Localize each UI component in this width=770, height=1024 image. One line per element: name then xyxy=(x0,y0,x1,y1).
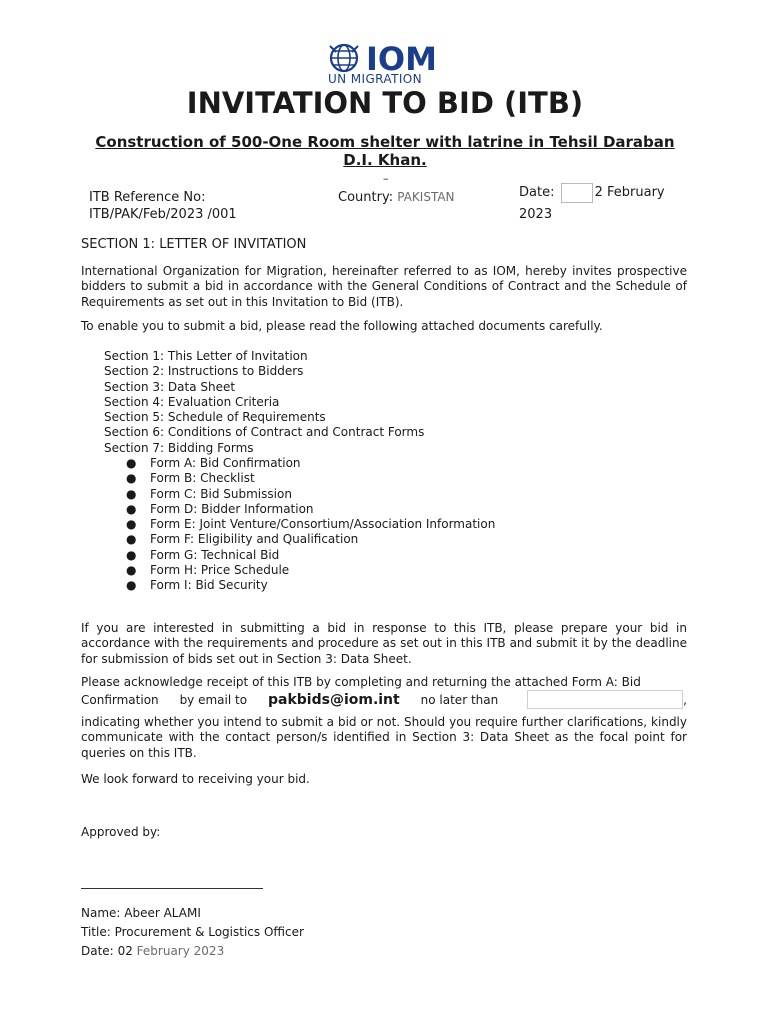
forms-list xyxy=(126,456,495,594)
ref-label: ITB Reference No: xyxy=(89,190,206,205)
ack-comma: , xyxy=(683,692,687,707)
list-item: Section 5: Schedule of Requirements xyxy=(104,410,326,425)
ack-line1: Please acknowledge receipt of this ITB by completing and returning the attached Form A: Bid xyxy=(81,675,641,689)
country-value: PAKISTAN xyxy=(397,190,455,204)
signatory-date xyxy=(81,942,304,961)
signatory-title: Title: Procurement & Logistics Officer xyxy=(81,925,304,939)
ack-by-email: by email to xyxy=(179,692,248,707)
email-link[interactable]: pakbids@iom.int xyxy=(267,691,400,708)
list-item: Section 6: Conditions of Contract and Contract Forms xyxy=(104,425,425,440)
list-item: Section 1: This Letter of Invitation xyxy=(104,349,308,363)
ref-value: ITB/PAK/Feb/2023 /001 xyxy=(89,207,237,222)
dash-separator: – xyxy=(383,172,389,185)
signatory-date-label: Date: xyxy=(81,944,114,958)
date-year: 2023 xyxy=(519,207,553,222)
signature-line xyxy=(81,888,263,889)
form-item: ● Form A: Bid Confirmation xyxy=(126,456,495,471)
form-item: ● Form F: Eligibility and Qualification xyxy=(126,532,495,547)
interest-paragraph: If you are interested in submitting a bid in response to this ITB, please prepare your bid in accordance with the requirements and procedure as set out in this ITB and submit it by the deadline for submission of bids set out in Section 3: Data Sheet. xyxy=(81,621,687,666)
form-item: ● Form C: Bid Submission xyxy=(126,487,495,502)
country-label: Country: xyxy=(338,190,394,205)
logo-subtitle: UN MIGRATION xyxy=(328,72,422,86)
page-title: INVITATION TO BID (ITB) xyxy=(186,86,584,120)
read-docs-paragraph: To enable you to submit a bid, please read the following attached documents carefully. xyxy=(81,319,603,333)
un-emblem-icon xyxy=(326,42,362,74)
list-item: Section 3: Data Sheet xyxy=(104,379,236,394)
list-item: Section 7: Bidding Forms xyxy=(104,440,254,455)
form-item: ● Form H: Price Schedule xyxy=(126,563,495,578)
form-item: ● Form I: Bid Security xyxy=(126,578,495,593)
date-value: 2 February xyxy=(594,185,665,200)
sections-list xyxy=(104,349,424,456)
deadline-date-field[interactable] xyxy=(527,690,683,709)
logo-wordmark: IOM xyxy=(366,40,437,78)
signatory-date-rest: February 2023 xyxy=(136,944,225,958)
signatory-name: Name: Abeer ALAMI xyxy=(81,906,201,920)
signatory-date-day: 02 xyxy=(117,944,133,958)
date-label: Date: xyxy=(519,185,555,200)
signatory-block xyxy=(81,904,304,961)
approved-by: Approved by: xyxy=(81,825,161,839)
list-item: Section 2: Instructions to Bidders xyxy=(104,364,304,379)
list-item: Section 4: Evaluation Criteria xyxy=(104,394,280,409)
intro-paragraph: International Organization for Migration, hereinafter referred to as IOM, hereby invites prospective bidders to submit a bid in accordance with the General Conditions of Contract and the Schedule of Requirements as set out in this Invitation to Bid (ITB). xyxy=(81,264,687,309)
ack-line2 xyxy=(81,690,687,709)
ack-rest: indicating whether you intend to submit a bid or not. Should you require further clarifications, kindly communicate with the contact person/s identified in Section 3: Data Sheet as the focal point for queries on this ITB. xyxy=(81,715,687,760)
project-subtitle: Construction of 500-One Room shelter with latrine in Tehsil Daraban D.I. Khan. xyxy=(95,133,675,169)
section-heading: SECTION 1: LETTER OF INVITATION xyxy=(81,237,307,252)
form-item: ● Form B: Checklist xyxy=(126,471,495,486)
ack-no-later: no later than xyxy=(420,692,499,707)
country-block xyxy=(338,189,455,206)
form-item: ● Form D: Bidder Information xyxy=(126,502,495,517)
form-item: ● Form G: Technical Bid xyxy=(126,548,495,563)
form-item: ● Form E: Joint Venture/Consortium/Association Information xyxy=(126,517,495,532)
date-block xyxy=(519,182,665,226)
date-field[interactable] xyxy=(561,183,593,203)
itb-reference xyxy=(89,189,237,223)
closing-text: We look forward to receiving your bid. xyxy=(81,772,310,786)
iom-logo xyxy=(326,42,446,86)
ack-confirmation: Confirmation xyxy=(81,692,159,707)
